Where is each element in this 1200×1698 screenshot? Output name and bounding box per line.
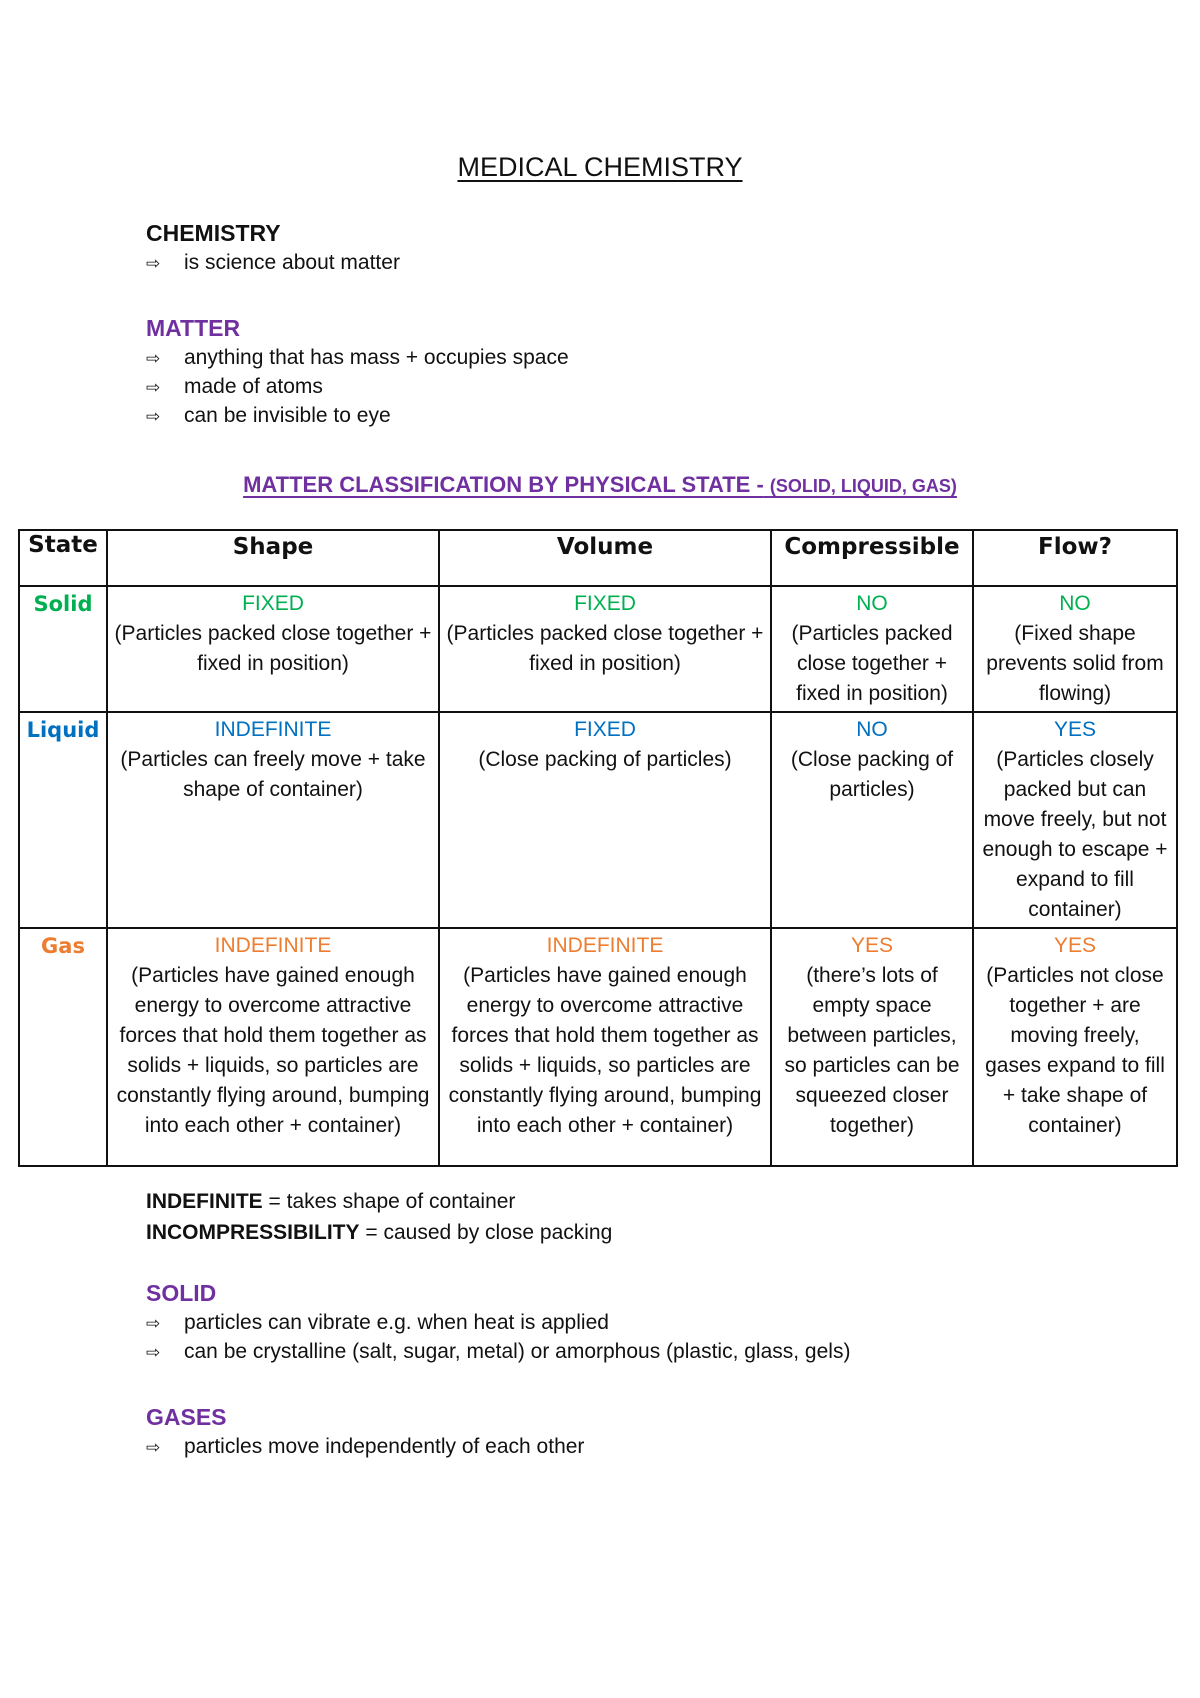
table-cell: NO (Particles packed close together + fixed in position) [771, 586, 973, 712]
matter-heading: MATTER [146, 315, 241, 341]
table-cell: FIXED (Particles packed close together + fixed in position) [439, 586, 771, 712]
gases-bullet: ⇨ particles move independently of each other [146, 1432, 584, 1461]
header-compressible: Compressible [771, 530, 973, 586]
header-flow: Flow? [973, 530, 1177, 586]
solid-section [146, 1278, 850, 1366]
matter-section [146, 313, 569, 430]
page-title: MEDICAL CHEMISTRY [457, 152, 743, 182]
table-cell: NO (Fixed shape prevents solid from flowing) [973, 586, 1177, 712]
table-header-row [19, 530, 1177, 586]
arrow-icon: ⇨ [146, 349, 161, 369]
table-cell: FIXED (Particles packed close together + fixed in position) [107, 586, 439, 712]
table-cell: YES (Particles closely packed but can move freely, but not enough to escape + expand to fill container) [973, 712, 1177, 928]
arrow-icon: ⇨ [146, 1438, 161, 1458]
definition-line: INCOMPRESSIBILITY = caused by close packing [146, 1221, 613, 1244]
definition-line: INDEFINITE = takes shape of container [146, 1190, 516, 1213]
arrow-icon: ⇨ [146, 1343, 161, 1363]
table-cell: FIXED (Close packing of particles) [439, 712, 771, 928]
header-shape: Shape [107, 530, 439, 586]
table-cell: NO (Close packing of particles) [771, 712, 973, 928]
arrow-icon: ⇨ [146, 1314, 161, 1334]
arrow-icon: ⇨ [146, 254, 161, 274]
table-row [19, 712, 1177, 928]
table-cell: INDEFINITE (Particles have gained enough energy to overcome attractive forces that hold them together as solids + liquids, so particles are constantly flying around, bumping into each other + container) [107, 928, 439, 1166]
solid-bullet: ⇨ particles can vibrate e.g. when heat is applied [146, 1308, 850, 1337]
chemistry-bullet: ⇨ is science about matter [146, 248, 400, 277]
header-volume: Volume [439, 530, 771, 586]
state-gas: Gas [19, 928, 107, 1166]
solid-heading: SOLID [146, 1280, 217, 1306]
table-cell: YES (there’s lots of empty space between particles, so particles can be squeezed closer together) [771, 928, 973, 1166]
table-cell: INDEFINITE (Particles can freely move + take shape of container) [107, 712, 439, 928]
chemistry-section [146, 218, 400, 277]
definitions [146, 1186, 612, 1248]
state-liquid: Liquid [19, 712, 107, 928]
classification-title: MATTER CLASSIFICATION BY PHYSICAL STATE - (SOLID, LIQUID, GAS) [243, 472, 957, 497]
arrow-icon: ⇨ [146, 378, 161, 398]
matter-bullet: ⇨ anything that has mass + occupies space [146, 343, 569, 372]
table-cell: YES (Particles not close together + are moving freely, gases expand to fill + take shape of container) [973, 928, 1177, 1166]
arrow-icon: ⇨ [146, 407, 161, 427]
solid-bullet: ⇨ can be crystalline (salt, sugar, metal) or amorphous (plastic, glass, gels) [146, 1337, 850, 1366]
gases-section [146, 1402, 584, 1461]
matter-bullet: ⇨ can be invisible to eye [146, 401, 569, 430]
table-cell: INDEFINITE (Particles have gained enough energy to overcome attractive forces that hold them together as solids + liquids, so particles are constantly flying around, bumping into each other + container) [439, 928, 771, 1166]
header-state: State [19, 530, 107, 586]
table-row [19, 586, 1177, 712]
matter-bullet: ⇨ made of atoms [146, 372, 569, 401]
gases-heading: GASES [146, 1404, 227, 1430]
table-row [19, 928, 1177, 1166]
chemistry-heading: CHEMISTRY [146, 220, 281, 246]
states-table [18, 529, 1178, 1167]
state-solid: Solid [19, 586, 107, 712]
